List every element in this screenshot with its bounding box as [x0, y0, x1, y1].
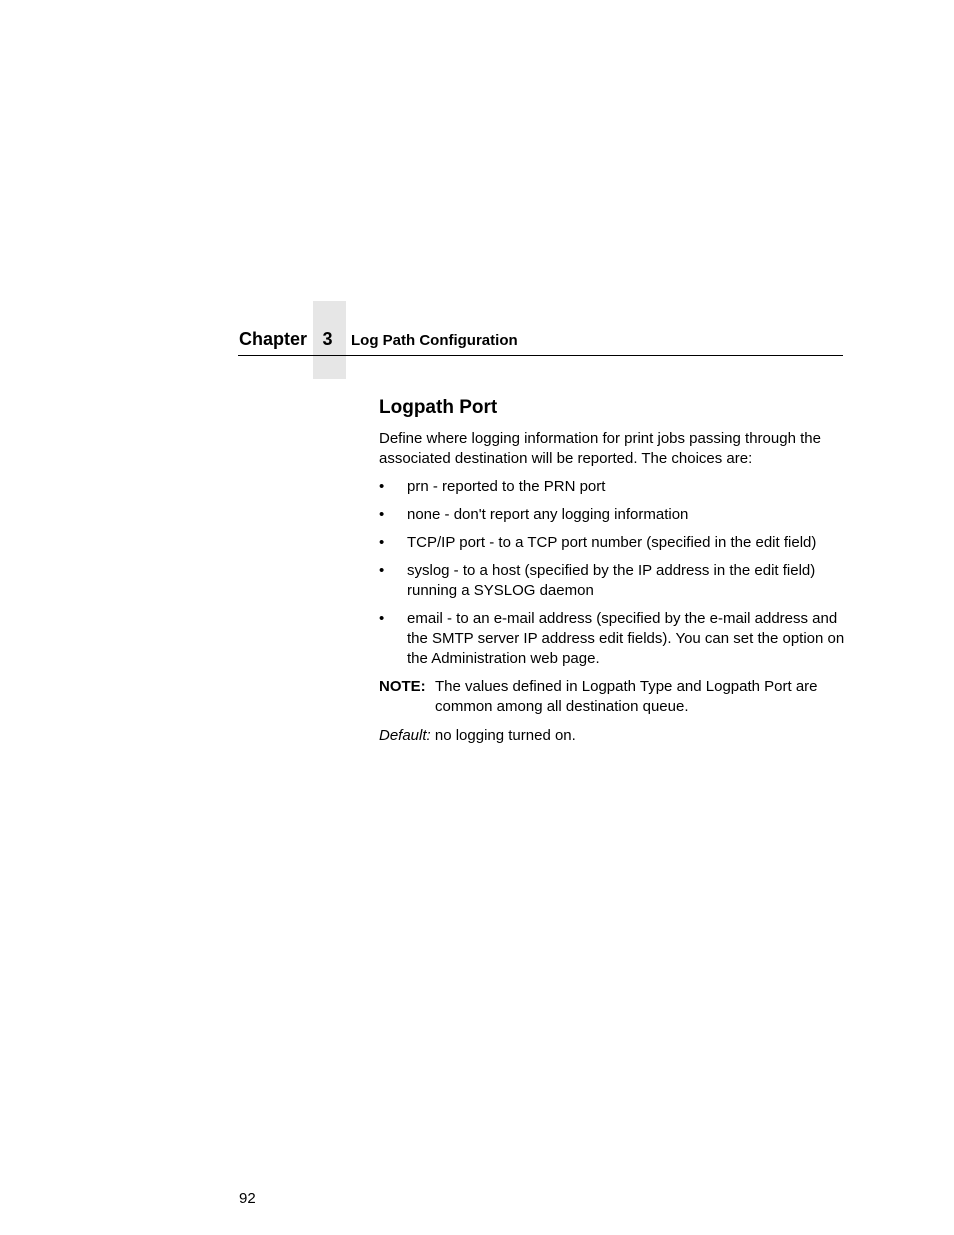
list-item: [379, 505, 849, 525]
note-label: NOTE:: [379, 678, 426, 695]
section-content: [379, 396, 849, 746]
list-item-text: none - don't report any logging information: [407, 506, 689, 523]
list-item-text: TCP/IP port - to a TCP port number (specified in the edit field): [407, 534, 817, 551]
chapter-number: 3: [322, 329, 333, 349]
section-intro: Define where logging information for print jobs passing through the associated destination will be reported. The choices are:: [379, 430, 821, 467]
bullet-icon: •: [379, 506, 385, 523]
page-number: 92: [239, 1190, 256, 1207]
list-item-text: prn - reported to the PRN port: [407, 478, 606, 495]
section-title: Logpath Port: [379, 397, 498, 418]
bullet-icon: •: [379, 534, 385, 551]
note-text: The values defined in Logpath Type and Logpath Port are common among all destination queue.: [435, 678, 818, 715]
bullet-icon: •: [379, 562, 385, 579]
list-item: [379, 609, 849, 669]
list-item: [379, 533, 849, 553]
list-item: [379, 561, 849, 601]
default-line: [379, 726, 849, 746]
chapter-title: Log Path Configuration: [351, 332, 518, 349]
choices-list: [379, 477, 849, 669]
bullet-icon: •: [379, 610, 385, 627]
default-label: Default:: [379, 727, 431, 744]
list-item-text: syslog - to a host (specified by the IP address in the edit field) running a SYSLOG daemon: [407, 562, 816, 599]
bullet-icon: •: [379, 478, 385, 495]
header-rule: [238, 355, 843, 356]
list-item-text: email - to an e-mail address (specified by the e-mail address and the SMTP server IP address edit fields). You can set the option on the Administration web page.: [407, 610, 845, 667]
default-text: no logging turned on.: [430, 727, 576, 744]
chapter-label: Chapter: [239, 329, 308, 349]
list-item: [379, 477, 849, 497]
note: [379, 677, 849, 717]
